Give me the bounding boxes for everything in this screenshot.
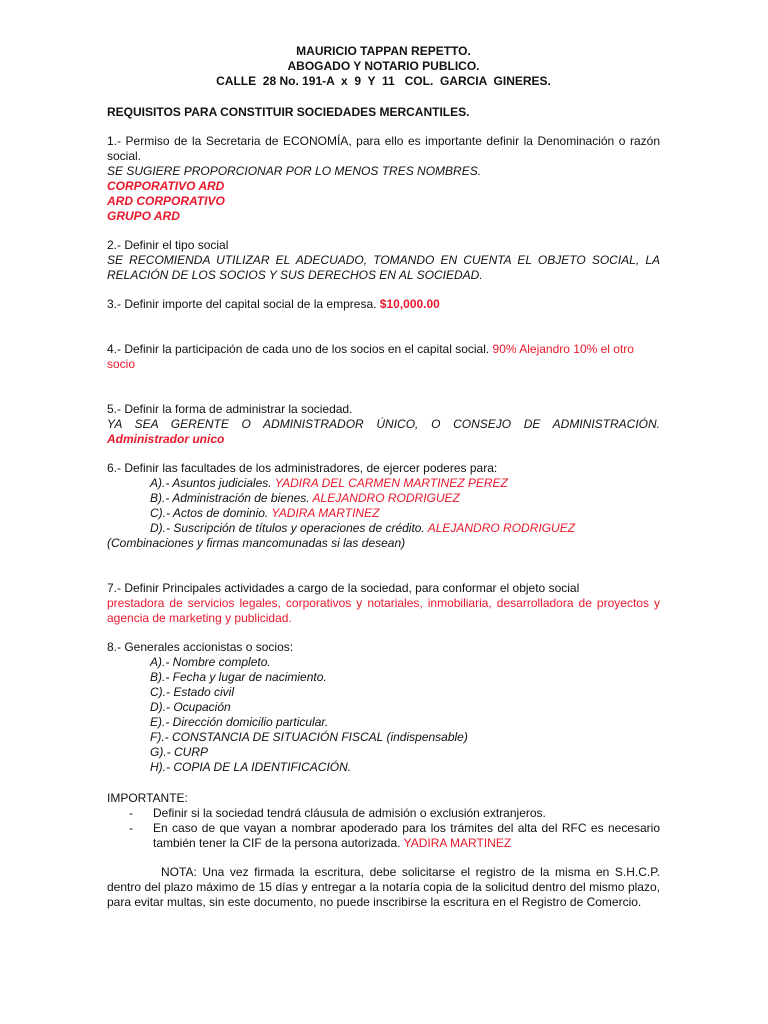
section-4-text: 4.- Definir la participación de cada uno de los socios en el capital social. xyxy=(107,342,493,356)
power-item xyxy=(107,506,660,521)
shareholder-requirement: G).- CURP xyxy=(150,745,208,759)
section-6 xyxy=(107,461,660,551)
power-holder: ALEJANDRO RODRIGUEZ xyxy=(427,521,576,535)
power-label: B).- Administración de bienes. xyxy=(150,491,313,505)
authorized-person: YADIRA MARTINEZ xyxy=(403,836,512,850)
power-holder: ALEJANDRO RODRIGUEZ xyxy=(312,491,460,505)
shareholder-requirement: F).- CONSTANCIA DE SITUACIÓN FISCAL (indispensable) xyxy=(150,730,468,744)
section-2-note: SE RECOMIENDA UTILIZAR EL ADECUADO, TOMANDO EN CUENTA EL OBJETO SOCIAL, LA RELACIÓN DE LOS SOCIOS Y SUS DERECHOS EN AL SOCIEDAD. xyxy=(107,253,660,282)
power-item xyxy=(107,491,660,506)
shareholder-requirement: A).- Nombre completo. xyxy=(150,655,271,669)
shareholder-requirement: D).- Ocupación xyxy=(150,700,231,714)
notary-profession: ABOGADO Y NOTARIO PUBLICO. xyxy=(287,59,480,73)
dash-bullet: - xyxy=(129,821,133,835)
letterhead xyxy=(107,44,660,89)
closing-note: NOTA: Una vez firmada la escritura, debe solicitarse el registro de la misma en S.H.C.P. dentro del plazo máximo de 15 días y entregar a la notaría copia de la solicitud dentro del mismo plazo, para evitar multas, sin este documento, no puede inscribirse la escritura en el Registro de Comercio. xyxy=(107,865,660,909)
important-item xyxy=(107,806,660,821)
shareholder-requirement: E).- Dirección domicilio particular. xyxy=(150,715,329,729)
section-2-text: 2.- Definir el tipo social xyxy=(107,238,229,252)
section-4 xyxy=(107,342,660,372)
section-1 xyxy=(107,134,660,224)
business-purpose: prestadora de servicios legales, corporativos y notariales, inmobiliaria, desarrolladora de proyectos y agencia de marketing y publicidad. xyxy=(107,596,660,625)
section-2 xyxy=(107,238,660,283)
section-1-text: 1.- Permiso de la Secretaria de ECONOMÍA, para ello es importante definir la Denominación o razón social. xyxy=(107,134,660,163)
company-name-option: CORPORATIVO ARD xyxy=(107,179,225,193)
important-item-text: En caso de que vayan a nombrar apoderado para los trámites del alta del RFC es necesario también tener la CIF de la persona autorizada. xyxy=(153,821,660,850)
section-5-note: YA SEA GERENTE O ADMINISTRADOR ÚNICO, O CONSEJO DE ADMINISTRACIÓN. xyxy=(107,417,660,431)
document-page xyxy=(107,44,660,910)
important-heading: IMPORTANTE: xyxy=(107,791,188,805)
power-label: A).- Asuntos judiciales. xyxy=(150,476,275,490)
shareholder-requirement: H).- COPIA DE LA IDENTIFICACIÓN. xyxy=(150,760,352,774)
section-3-text: 3.- Definir importe del capital social de la empresa. xyxy=(107,297,380,311)
section-8 xyxy=(107,640,660,775)
shareholder-requirement: C).- Estado civil xyxy=(150,685,235,699)
power-item xyxy=(107,476,660,491)
partner-share: 90% Alejandro 10% el otro socio xyxy=(107,342,634,371)
power-item xyxy=(107,521,660,536)
section-7 xyxy=(107,581,660,626)
power-holder: YADIRA DEL CARMEN MARTINEZ PEREZ xyxy=(274,476,508,490)
section-6-footer: (Combinaciones y firmas mancomunadas si las desean) xyxy=(107,536,406,550)
notary-name: MAURICIO TAPPAN REPETTO. xyxy=(296,44,471,58)
administration-type: Administrador unico xyxy=(107,432,225,446)
section-6-text: 6.- Definir las facultades de los administradores, de ejercer poderes para: xyxy=(107,461,498,475)
capital-amount: $10,000.00 xyxy=(379,297,440,311)
shareholder-requirement: B).- Fecha y lugar de nacimiento. xyxy=(150,670,327,684)
important-item xyxy=(107,821,660,851)
power-label: C).- Actos de dominio. xyxy=(150,506,272,520)
section-5-text: 5.- Definir la forma de administrar la sociedad. xyxy=(107,402,353,416)
company-name-option: GRUPO ARD xyxy=(107,209,180,223)
power-holder: YADIRA MARTINEZ xyxy=(271,506,380,520)
notary-address: CALLE 28 No. 191-A x 9 Y 11 COL. GARCIA GINERES. xyxy=(216,74,551,88)
section-3 xyxy=(107,297,660,312)
section-5 xyxy=(107,402,660,447)
important-item-text: Definir si la sociedad tendrá cláusula de admisión o exclusión extranjeros. xyxy=(153,806,546,820)
dash-bullet: - xyxy=(129,806,133,820)
important-list xyxy=(107,806,660,851)
important-section xyxy=(107,791,660,851)
section-7-text: 7.- Definir Principales actividades a cargo de la sociedad, para conformar el objeto social xyxy=(107,581,580,595)
section-1-note: SE SUGIERE PROPORCIONAR POR LO MENOS TRES NOMBRES. xyxy=(107,164,482,178)
company-name-option: ARD CORPORATIVO xyxy=(107,194,225,208)
section-8-text: 8.- Generales accionistas o socios: xyxy=(107,640,294,654)
document-title: REQUISITOS PARA CONSTITUIR SOCIEDADES MERCANTILES. xyxy=(107,105,470,119)
power-label: D).- Suscripción de títulos y operaciones de crédito. xyxy=(150,521,428,535)
